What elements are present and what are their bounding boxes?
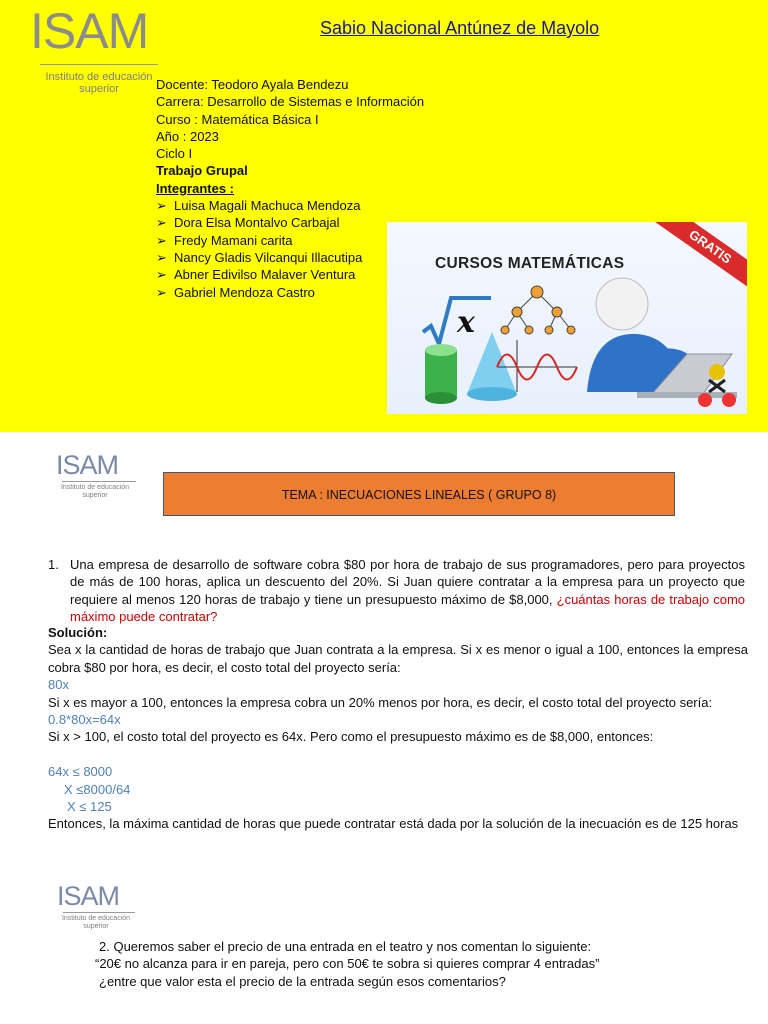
problem-2-line: ¿entre que valor esta el precio de la entrada según esos comentarios? <box>99 973 506 989</box>
cover-page <box>0 0 768 432</box>
logo-subtitle-line2: superior <box>79 83 119 95</box>
integrantes-label: Integrantes : <box>156 180 235 196</box>
logo-subtitle <box>50 484 140 500</box>
banner-title: CURSOS MATEMÁTICAS <box>435 255 625 272</box>
member-name: Gabriel Mendoza Castro <box>174 284 315 300</box>
logo-underline <box>63 912 135 913</box>
logo-subtitle-line2: superior <box>82 492 108 499</box>
inequation-step: 64x ≤ 8000 <box>48 764 113 780</box>
topic-banner: TEMA : INECUACIONES LINEALES ( GRUPO 8) <box>163 472 675 516</box>
spacer <box>48 746 748 763</box>
member-item <box>156 249 424 266</box>
isam-logo-text: ISAM <box>57 881 120 911</box>
member-item <box>156 284 424 301</box>
anio-line: Año : 2023 <box>156 128 219 144</box>
problem-2-line: 2. Queremos saber el precio de una entrada en el teatro y nos comentan lo siguiente: <box>99 939 592 954</box>
member-name: Abner Edivilso Malaver Ventura <box>174 267 356 283</box>
arrow-bullet-icon: ➢ <box>156 215 167 231</box>
curso-line: Curso : Matemática Básica I <box>156 111 319 127</box>
problem-2-line: “20€ no alcanza para ir en pareja, pero con 50€ te sobra si quieres comprar 4 entradas” <box>95 956 600 972</box>
trabajo-line: Trabajo Grupal <box>156 163 248 179</box>
problem-text-wrap <box>70 556 745 626</box>
cover-info <box>156 76 424 301</box>
member-name: Luisa Magali Machuca Mendoza <box>174 198 361 214</box>
member-name: Nancy Gladis Vilcanqui Illacutipa <box>174 249 363 265</box>
member-name: Fredy Mamani carita <box>174 232 293 248</box>
carrera-line: Carrera: Desarrollo de Sistemas e Información <box>156 94 425 110</box>
person-laptop-icon <box>587 278 737 398</box>
cone-icon <box>467 332 517 394</box>
logo-subtitle-line1: Instituto de educación <box>60 484 130 491</box>
solution-block <box>48 624 748 833</box>
logo-subtitle-line1: Instituto de educación <box>45 71 153 83</box>
solution-expression: 80x <box>48 677 69 693</box>
solution-label: Solución: <box>48 625 108 640</box>
solution-line: Si x es mayor a 100, entonces la empresa cobra un 20% menos por hora, es decir, el costo total del proyecto sería: <box>48 694 713 710</box>
member-item <box>156 266 424 283</box>
cylinder-icon <box>425 350 457 398</box>
isam-logo-small <box>56 452 118 479</box>
problem-1-statement <box>48 556 745 626</box>
gratis-ribbon: GRATIS <box>650 222 747 293</box>
arrow-bullet-icon: ➢ <box>156 267 167 283</box>
member-name: Dora Elsa Montalvo Carbajal <box>174 215 340 231</box>
member-item <box>156 232 424 249</box>
math-courses-banner <box>387 222 747 414</box>
logo-underline <box>40 64 158 65</box>
ciclo-line: Ciclo I <box>156 146 193 162</box>
problem-text: Una empresa de desarrollo de software cobra $80 por hora de trabajo de sus programadores, pero para proyectos de más de 100 horas, aplica un descuento del 20%. Si Juan quiere contratar a la empresa para un proyecto que requiere al menos 120 horas de trabajo y tiene un presupuesto máximo de $8,000, <box>70 557 745 607</box>
arrow-bullet-icon: ➢ <box>156 198 167 214</box>
formula-x-icon: x <box>457 305 475 340</box>
logo-subtitle <box>30 71 168 95</box>
inequation-step: X ≤8000/64 <box>64 781 131 797</box>
docente-line: Docente: Teodoro Ayala Bendezu <box>156 77 349 92</box>
isam-logo-text: ISAM <box>30 3 149 59</box>
solution-conclusion: Entonces, la máxima cantidad de horas que puede contratar está dada por la solución de la inecuación es de 125 horas <box>48 816 739 832</box>
arrow-bullet-icon: ➢ <box>156 249 167 265</box>
problem-number: 1. <box>48 557 59 572</box>
math-illustration <box>387 222 747 414</box>
logo-subtitle-line2: superior <box>83 923 109 930</box>
isam-logo-small <box>57 883 119 910</box>
isam-logo <box>30 3 149 59</box>
document-title: Sabio Nacional Antúnez de Mayolo <box>320 18 600 38</box>
solution-expression: 0.8*80x=64x <box>48 712 121 728</box>
solution-line: Sea x la cantidad de horas de trabajo que Juan contrata a la empresa. Si x es menor o igual a 100, entonces la empresa cobra $80 por hora, es decir, el costo total del proyecto sería: <box>48 642 748 675</box>
logo-subtitle-line1: Instituto de educación <box>61 915 131 922</box>
problem-question: ¿cuántas horas de trabajo como máximo puede contratar? <box>70 591 746 625</box>
logo-subtitle <box>51 915 141 931</box>
problem-2 <box>95 938 735 990</box>
problem-1 <box>48 556 745 626</box>
solution-line: Si x > 100, el costo total del proyecto es 64x. Pero como el presupuesto máximo es de $8,000, entonces: <box>48 729 654 745</box>
member-item <box>156 197 424 214</box>
arrow-bullet-icon: ➢ <box>156 284 167 300</box>
isam-logo-text: ISAM <box>56 450 119 480</box>
inequation-step: X ≤ 125 <box>67 799 112 815</box>
logo-underline <box>62 481 136 482</box>
member-item <box>156 214 424 231</box>
arrow-bullet-icon: ➢ <box>156 232 167 248</box>
tree-diagram-icon <box>501 286 575 334</box>
